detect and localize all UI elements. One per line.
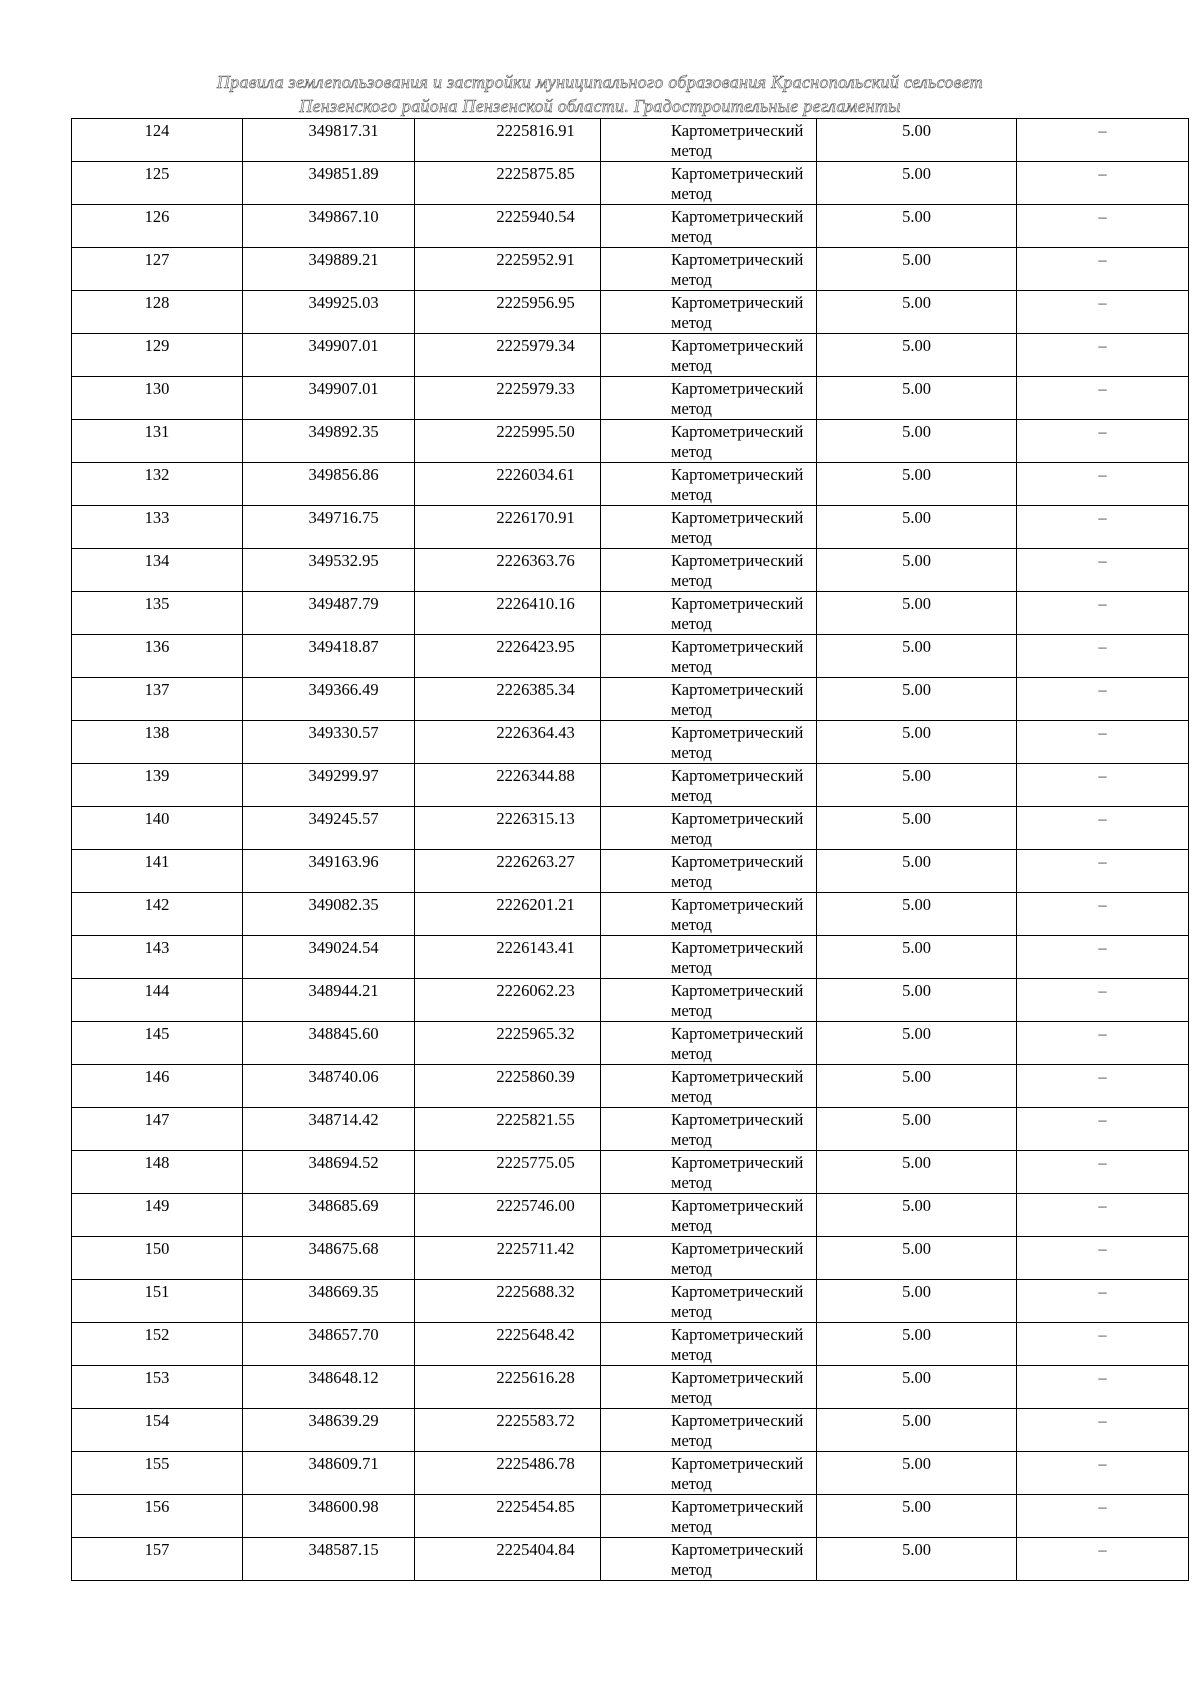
method-text: Картометрический метод bbox=[671, 551, 804, 590]
method-cell bbox=[601, 420, 817, 463]
x-coordinate-cell: 349299.97 bbox=[243, 764, 415, 807]
point-number-cell: 154 bbox=[72, 1409, 243, 1452]
note-cell: – bbox=[1017, 893, 1189, 936]
accuracy-cell: 5.00 bbox=[817, 1538, 1017, 1581]
x-coordinate-cell: 349366.49 bbox=[243, 678, 415, 721]
point-number-cell: 138 bbox=[72, 721, 243, 764]
method-text: Картометрический метод bbox=[671, 379, 804, 418]
y-coordinate-cell: 2226315.13 bbox=[415, 807, 601, 850]
x-coordinate-cell: 348587.15 bbox=[243, 1538, 415, 1581]
note-cell: – bbox=[1017, 549, 1189, 592]
x-coordinate-cell: 349907.01 bbox=[243, 377, 415, 420]
method-text: Картометрический метод bbox=[671, 852, 804, 891]
table-row bbox=[72, 1108, 1189, 1151]
x-coordinate-cell: 349856.86 bbox=[243, 463, 415, 506]
method-text: Картометрический метод bbox=[671, 1497, 804, 1536]
point-number-cell: 136 bbox=[72, 635, 243, 678]
table-row bbox=[72, 979, 1189, 1022]
method-text: Картометрический метод bbox=[671, 508, 804, 547]
accuracy-cell: 5.00 bbox=[817, 1237, 1017, 1280]
y-coordinate-cell: 2225979.34 bbox=[415, 334, 601, 377]
point-number-cell: 139 bbox=[72, 764, 243, 807]
note-cell: – bbox=[1017, 463, 1189, 506]
point-number-cell: 132 bbox=[72, 463, 243, 506]
accuracy-cell: 5.00 bbox=[817, 463, 1017, 506]
method-cell bbox=[601, 721, 817, 764]
note-cell: – bbox=[1017, 119, 1189, 162]
point-number-cell: 127 bbox=[72, 248, 243, 291]
y-coordinate-cell: 2226363.76 bbox=[415, 549, 601, 592]
x-coordinate-cell: 348685.69 bbox=[243, 1194, 415, 1237]
note-cell: – bbox=[1017, 635, 1189, 678]
method-cell bbox=[601, 205, 817, 248]
accuracy-cell: 5.00 bbox=[817, 420, 1017, 463]
note-cell: – bbox=[1017, 1452, 1189, 1495]
x-coordinate-cell: 348675.68 bbox=[243, 1237, 415, 1280]
method-cell bbox=[601, 291, 817, 334]
note-cell: – bbox=[1017, 764, 1189, 807]
method-cell bbox=[601, 334, 817, 377]
point-number-cell: 126 bbox=[72, 205, 243, 248]
table-row bbox=[72, 592, 1189, 635]
y-coordinate-cell: 2226385.34 bbox=[415, 678, 601, 721]
method-text: Картометрический метод bbox=[671, 723, 804, 762]
x-coordinate-cell: 349330.57 bbox=[243, 721, 415, 764]
table-row bbox=[72, 334, 1189, 377]
x-coordinate-cell: 349892.35 bbox=[243, 420, 415, 463]
method-cell bbox=[601, 1409, 817, 1452]
y-coordinate-cell: 2225454.85 bbox=[415, 1495, 601, 1538]
method-text: Картометрический метод bbox=[671, 1110, 804, 1149]
table-row bbox=[72, 1237, 1189, 1280]
coordinates-table-wrapper bbox=[71, 118, 1188, 1581]
note-cell: – bbox=[1017, 1280, 1189, 1323]
y-coordinate-cell: 2226364.43 bbox=[415, 721, 601, 764]
x-coordinate-cell: 349532.95 bbox=[243, 549, 415, 592]
method-text: Картометрический метод bbox=[671, 981, 804, 1020]
method-text: Картометрический метод bbox=[671, 207, 804, 246]
x-coordinate-cell: 348657.70 bbox=[243, 1323, 415, 1366]
table-row bbox=[72, 205, 1189, 248]
method-cell bbox=[601, 1194, 817, 1237]
accuracy-cell: 5.00 bbox=[817, 1194, 1017, 1237]
accuracy-cell: 5.00 bbox=[817, 205, 1017, 248]
method-cell bbox=[601, 1452, 817, 1495]
y-coordinate-cell: 2226143.41 bbox=[415, 936, 601, 979]
method-cell bbox=[601, 936, 817, 979]
x-coordinate-cell: 349889.21 bbox=[243, 248, 415, 291]
y-coordinate-cell: 2225711.42 bbox=[415, 1237, 601, 1280]
x-coordinate-cell: 348669.35 bbox=[243, 1280, 415, 1323]
accuracy-cell: 5.00 bbox=[817, 936, 1017, 979]
point-number-cell: 131 bbox=[72, 420, 243, 463]
table-row bbox=[72, 850, 1189, 893]
point-number-cell: 141 bbox=[72, 850, 243, 893]
method-text: Картометрический метод bbox=[671, 680, 804, 719]
y-coordinate-cell: 2225583.72 bbox=[415, 1409, 601, 1452]
accuracy-cell: 5.00 bbox=[817, 1065, 1017, 1108]
y-coordinate-cell: 2226201.21 bbox=[415, 893, 601, 936]
x-coordinate-cell: 349418.87 bbox=[243, 635, 415, 678]
x-coordinate-cell: 348714.42 bbox=[243, 1108, 415, 1151]
y-coordinate-cell: 2225746.00 bbox=[415, 1194, 601, 1237]
x-coordinate-cell: 349487.79 bbox=[243, 592, 415, 635]
table-row bbox=[72, 936, 1189, 979]
note-cell: – bbox=[1017, 1108, 1189, 1151]
table-row bbox=[72, 420, 1189, 463]
y-coordinate-cell: 2225821.55 bbox=[415, 1108, 601, 1151]
point-number-cell: 155 bbox=[72, 1452, 243, 1495]
method-text: Картометрический метод bbox=[671, 465, 804, 504]
note-cell: – bbox=[1017, 1323, 1189, 1366]
method-cell bbox=[601, 592, 817, 635]
accuracy-cell: 5.00 bbox=[817, 1280, 1017, 1323]
method-text: Картометрический метод bbox=[671, 1325, 804, 1364]
table-row bbox=[72, 1065, 1189, 1108]
y-coordinate-cell: 2226034.61 bbox=[415, 463, 601, 506]
point-number-cell: 137 bbox=[72, 678, 243, 721]
method-text: Картометрический метод bbox=[671, 250, 804, 289]
header-line-2: Пензенского района Пензенской области. Градостроительные регламенты bbox=[299, 96, 901, 116]
method-text: Картометрический метод bbox=[671, 1024, 804, 1063]
method-cell bbox=[601, 1323, 817, 1366]
point-number-cell: 130 bbox=[72, 377, 243, 420]
note-cell: – bbox=[1017, 1065, 1189, 1108]
note-cell: – bbox=[1017, 506, 1189, 549]
accuracy-cell: 5.00 bbox=[817, 850, 1017, 893]
table-row bbox=[72, 506, 1189, 549]
y-coordinate-cell: 2225486.78 bbox=[415, 1452, 601, 1495]
note-cell: – bbox=[1017, 936, 1189, 979]
table-row bbox=[72, 248, 1189, 291]
point-number-cell: 124 bbox=[72, 119, 243, 162]
method-cell bbox=[601, 1151, 817, 1194]
table-row bbox=[72, 1194, 1189, 1237]
y-coordinate-cell: 2225956.95 bbox=[415, 291, 601, 334]
point-number-cell: 153 bbox=[72, 1366, 243, 1409]
method-text: Картометрический метод bbox=[671, 1368, 804, 1407]
method-cell bbox=[601, 1538, 817, 1581]
accuracy-cell: 5.00 bbox=[817, 1323, 1017, 1366]
y-coordinate-cell: 2226263.27 bbox=[415, 850, 601, 893]
table-row bbox=[72, 1280, 1189, 1323]
point-number-cell: 129 bbox=[72, 334, 243, 377]
header-line-1: Правила землепользования и застройки муниципального образования Краснопольский сельсовет bbox=[216, 72, 984, 92]
x-coordinate-cell: 348639.29 bbox=[243, 1409, 415, 1452]
point-number-cell: 147 bbox=[72, 1108, 243, 1151]
x-coordinate-cell: 349716.75 bbox=[243, 506, 415, 549]
point-number-cell: 151 bbox=[72, 1280, 243, 1323]
method-cell bbox=[601, 377, 817, 420]
method-cell bbox=[601, 549, 817, 592]
table-row bbox=[72, 764, 1189, 807]
point-number-cell: 140 bbox=[72, 807, 243, 850]
method-text: Картометрический метод bbox=[671, 1282, 804, 1321]
table-body bbox=[72, 119, 1189, 1581]
y-coordinate-cell: 2226170.91 bbox=[415, 506, 601, 549]
method-cell bbox=[601, 979, 817, 1022]
x-coordinate-cell: 349245.57 bbox=[243, 807, 415, 850]
point-number-cell: 146 bbox=[72, 1065, 243, 1108]
accuracy-cell: 5.00 bbox=[817, 893, 1017, 936]
accuracy-cell: 5.00 bbox=[817, 1409, 1017, 1452]
method-cell bbox=[601, 1366, 817, 1409]
y-coordinate-cell: 2225965.32 bbox=[415, 1022, 601, 1065]
method-text: Картометрический метод bbox=[671, 1196, 804, 1235]
point-number-cell: 142 bbox=[72, 893, 243, 936]
point-number-cell: 135 bbox=[72, 592, 243, 635]
x-coordinate-cell: 348694.52 bbox=[243, 1151, 415, 1194]
method-text: Картометрический метод bbox=[671, 336, 804, 375]
table-row bbox=[72, 1323, 1189, 1366]
table-row bbox=[72, 1495, 1189, 1538]
note-cell: – bbox=[1017, 1237, 1189, 1280]
table-row bbox=[72, 635, 1189, 678]
accuracy-cell: 5.00 bbox=[817, 549, 1017, 592]
note-cell: – bbox=[1017, 721, 1189, 764]
point-number-cell: 156 bbox=[72, 1495, 243, 1538]
point-number-cell: 143 bbox=[72, 936, 243, 979]
note-cell: – bbox=[1017, 850, 1189, 893]
point-number-cell: 152 bbox=[72, 1323, 243, 1366]
point-number-cell: 134 bbox=[72, 549, 243, 592]
point-number-cell: 144 bbox=[72, 979, 243, 1022]
accuracy-cell: 5.00 bbox=[817, 764, 1017, 807]
point-number-cell: 157 bbox=[72, 1538, 243, 1581]
method-text: Картометрический метод bbox=[671, 1239, 804, 1278]
method-text: Картометрический метод bbox=[671, 164, 804, 203]
y-coordinate-cell: 2225648.42 bbox=[415, 1323, 601, 1366]
method-text: Картометрический метод bbox=[671, 1067, 804, 1106]
accuracy-cell: 5.00 bbox=[817, 377, 1017, 420]
x-coordinate-cell: 348609.71 bbox=[243, 1452, 415, 1495]
y-coordinate-cell: 2225404.84 bbox=[415, 1538, 601, 1581]
method-cell bbox=[601, 248, 817, 291]
method-text: Картометрический метод bbox=[671, 809, 804, 848]
x-coordinate-cell: 349082.35 bbox=[243, 893, 415, 936]
x-coordinate-cell: 348648.12 bbox=[243, 1366, 415, 1409]
note-cell: – bbox=[1017, 1366, 1189, 1409]
x-coordinate-cell: 349925.03 bbox=[243, 291, 415, 334]
x-coordinate-cell: 348944.21 bbox=[243, 979, 415, 1022]
accuracy-cell: 5.00 bbox=[817, 678, 1017, 721]
y-coordinate-cell: 2226062.23 bbox=[415, 979, 601, 1022]
accuracy-cell: 5.00 bbox=[817, 1108, 1017, 1151]
x-coordinate-cell: 349817.31 bbox=[243, 119, 415, 162]
accuracy-cell: 5.00 bbox=[817, 807, 1017, 850]
accuracy-cell: 5.00 bbox=[817, 1452, 1017, 1495]
table-row bbox=[72, 291, 1189, 334]
accuracy-cell: 5.00 bbox=[817, 1366, 1017, 1409]
accuracy-cell: 5.00 bbox=[817, 1495, 1017, 1538]
table-row bbox=[72, 1366, 1189, 1409]
method-text: Картометрический метод bbox=[671, 637, 804, 676]
method-text: Картометрический метод bbox=[671, 766, 804, 805]
method-cell bbox=[601, 162, 817, 205]
y-coordinate-cell: 2225979.33 bbox=[415, 377, 601, 420]
method-cell bbox=[601, 893, 817, 936]
method-cell bbox=[601, 1495, 817, 1538]
table-row bbox=[72, 549, 1189, 592]
note-cell: – bbox=[1017, 979, 1189, 1022]
method-text: Картометрический метод bbox=[671, 1411, 804, 1450]
x-coordinate-cell: 349907.01 bbox=[243, 334, 415, 377]
table-row bbox=[72, 678, 1189, 721]
method-text: Картометрический метод bbox=[671, 895, 804, 934]
table-row bbox=[72, 119, 1189, 162]
table-row bbox=[72, 807, 1189, 850]
y-coordinate-cell: 2226410.16 bbox=[415, 592, 601, 635]
method-text: Картометрический метод bbox=[671, 938, 804, 977]
point-number-cell: 133 bbox=[72, 506, 243, 549]
point-number-cell: 125 bbox=[72, 162, 243, 205]
method-cell bbox=[601, 678, 817, 721]
accuracy-cell: 5.00 bbox=[817, 334, 1017, 377]
method-cell bbox=[601, 635, 817, 678]
method-text: Картометрический метод bbox=[671, 422, 804, 461]
coordinates-table bbox=[71, 118, 1189, 1581]
y-coordinate-cell: 2226344.88 bbox=[415, 764, 601, 807]
note-cell: – bbox=[1017, 420, 1189, 463]
accuracy-cell: 5.00 bbox=[817, 1022, 1017, 1065]
accuracy-cell: 5.00 bbox=[817, 248, 1017, 291]
method-text: Картометрический метод bbox=[671, 293, 804, 332]
method-text: Картометрический метод bbox=[671, 594, 804, 633]
accuracy-cell: 5.00 bbox=[817, 721, 1017, 764]
x-coordinate-cell: 348600.98 bbox=[243, 1495, 415, 1538]
accuracy-cell: 5.00 bbox=[817, 506, 1017, 549]
y-coordinate-cell: 2225940.54 bbox=[415, 205, 601, 248]
note-cell: – bbox=[1017, 807, 1189, 850]
method-cell bbox=[601, 1280, 817, 1323]
y-coordinate-cell: 2226423.95 bbox=[415, 635, 601, 678]
method-cell bbox=[601, 506, 817, 549]
x-coordinate-cell: 349867.10 bbox=[243, 205, 415, 248]
note-cell: – bbox=[1017, 1538, 1189, 1581]
note-cell: – bbox=[1017, 1409, 1189, 1452]
accuracy-cell: 5.00 bbox=[817, 162, 1017, 205]
point-number-cell: 128 bbox=[72, 291, 243, 334]
method-cell bbox=[601, 1065, 817, 1108]
note-cell: – bbox=[1017, 1495, 1189, 1538]
method-cell bbox=[601, 807, 817, 850]
note-cell: – bbox=[1017, 248, 1189, 291]
method-cell bbox=[601, 1022, 817, 1065]
table-row bbox=[72, 721, 1189, 764]
table-row bbox=[72, 162, 1189, 205]
note-cell: – bbox=[1017, 1194, 1189, 1237]
accuracy-cell: 5.00 bbox=[817, 1151, 1017, 1194]
table-row bbox=[72, 1538, 1189, 1581]
y-coordinate-cell: 2225875.85 bbox=[415, 162, 601, 205]
method-text: Картометрический метод bbox=[671, 1153, 804, 1192]
method-text: Картометрический метод bbox=[671, 121, 804, 160]
note-cell: – bbox=[1017, 592, 1189, 635]
y-coordinate-cell: 2225995.50 bbox=[415, 420, 601, 463]
x-coordinate-cell: 349851.89 bbox=[243, 162, 415, 205]
accuracy-cell: 5.00 bbox=[817, 119, 1017, 162]
table-row bbox=[72, 463, 1189, 506]
method-text: Картометрический метод bbox=[671, 1454, 804, 1493]
table-row bbox=[72, 1151, 1189, 1194]
accuracy-cell: 5.00 bbox=[817, 592, 1017, 635]
method-cell bbox=[601, 1237, 817, 1280]
accuracy-cell: 5.00 bbox=[817, 979, 1017, 1022]
y-coordinate-cell: 2225616.28 bbox=[415, 1366, 601, 1409]
table-row bbox=[72, 893, 1189, 936]
method-text: Картометрический метод bbox=[671, 1540, 804, 1579]
accuracy-cell: 5.00 bbox=[817, 635, 1017, 678]
note-cell: – bbox=[1017, 334, 1189, 377]
y-coordinate-cell: 2225860.39 bbox=[415, 1065, 601, 1108]
document-header bbox=[0, 70, 1200, 118]
point-number-cell: 150 bbox=[72, 1237, 243, 1280]
table-row bbox=[72, 1409, 1189, 1452]
point-number-cell: 145 bbox=[72, 1022, 243, 1065]
point-number-cell: 148 bbox=[72, 1151, 243, 1194]
x-coordinate-cell: 349024.54 bbox=[243, 936, 415, 979]
y-coordinate-cell: 2225952.91 bbox=[415, 248, 601, 291]
y-coordinate-cell: 2225775.05 bbox=[415, 1151, 601, 1194]
method-cell bbox=[601, 463, 817, 506]
method-cell bbox=[601, 764, 817, 807]
point-number-cell: 149 bbox=[72, 1194, 243, 1237]
table-row bbox=[72, 1022, 1189, 1065]
table-row bbox=[72, 1452, 1189, 1495]
method-cell bbox=[601, 1108, 817, 1151]
x-coordinate-cell: 348740.06 bbox=[243, 1065, 415, 1108]
note-cell: – bbox=[1017, 291, 1189, 334]
x-coordinate-cell: 348845.60 bbox=[243, 1022, 415, 1065]
x-coordinate-cell: 349163.96 bbox=[243, 850, 415, 893]
y-coordinate-cell: 2225688.32 bbox=[415, 1280, 601, 1323]
note-cell: – bbox=[1017, 205, 1189, 248]
note-cell: – bbox=[1017, 377, 1189, 420]
note-cell: – bbox=[1017, 162, 1189, 205]
note-cell: – bbox=[1017, 1151, 1189, 1194]
table-row bbox=[72, 377, 1189, 420]
note-cell: – bbox=[1017, 1022, 1189, 1065]
method-cell bbox=[601, 119, 817, 162]
note-cell: – bbox=[1017, 678, 1189, 721]
method-cell bbox=[601, 850, 817, 893]
accuracy-cell: 5.00 bbox=[817, 291, 1017, 334]
y-coordinate-cell: 2225816.91 bbox=[415, 119, 601, 162]
